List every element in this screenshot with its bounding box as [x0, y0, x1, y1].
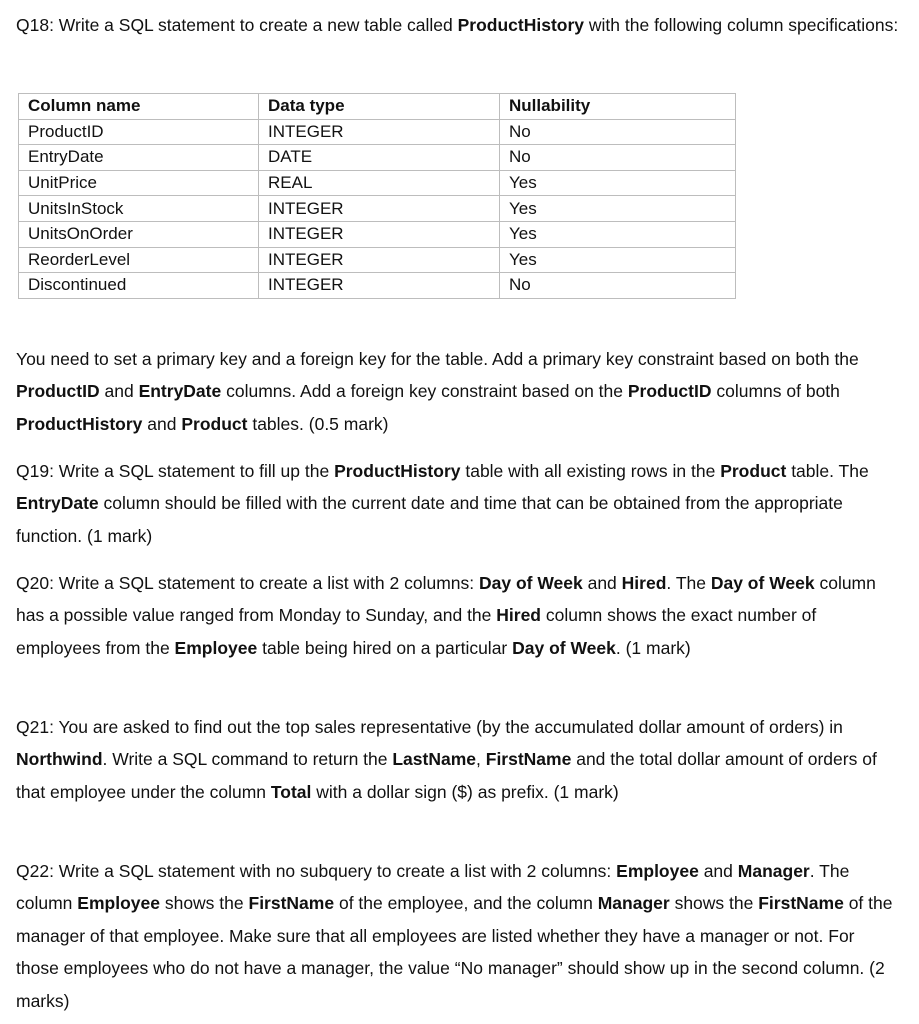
table-row: [19, 119, 736, 145]
cell-column-name: ReorderLevel: [19, 247, 259, 273]
table-row: [19, 273, 736, 299]
cell-data-type: INTEGER: [259, 119, 500, 145]
table-row: [19, 170, 736, 196]
cell-nullability: No: [500, 273, 736, 299]
cell-column-name: ProductID: [19, 119, 259, 145]
column-spec-table: [18, 93, 736, 299]
cell-data-type: INTEGER: [259, 247, 500, 273]
cell-nullability: Yes: [500, 221, 736, 247]
cell-data-type: INTEGER: [259, 196, 500, 222]
q19-paragraph: Q19: Write a SQL statement to fill up the ProductHistory table with all existing rows in the Product table. The EntryDate column should be filled with the current date and time that can be obtained from the appropriate function. (1 mark): [16, 461, 869, 546]
cell-data-type: INTEGER: [259, 273, 500, 299]
table-row: [19, 247, 736, 273]
cell-nullability: Yes: [500, 170, 736, 196]
q21-paragraph: Q21: You are asked to find out the top sales representative (by the accumulated dollar amount of orders) in Northwind. Write a SQL command to return the LastName, FirstName and the total dollar amount of orders of that employee under the column Total with a dollar sign ($) as prefix. (1 mark): [16, 717, 877, 802]
cell-nullability: Yes: [500, 196, 736, 222]
header-data-type: Data type: [259, 94, 500, 120]
q22-paragraph: Q22: Write a SQL statement with no subquery to create a list with 2 columns: Employee and Manager. The column Employee shows the FirstName of the employee, and the column Manager shows the FirstName of the manager of that employee. Make sure that all employees are listed whether they have a manager or not. For those employees who do not have a manager, the value “No manager” should show up in the second column. (2 marks): [16, 861, 893, 1011]
cell-nullability: No: [500, 119, 736, 145]
q18-followup: You need to set a primary key and a foreign key for the table. Add a primary key constraint based on both the ProductID and EntryDate columns. Add a foreign key constraint based on the ProductID columns of both ProductHistory and Product tables. (0.5 mark): [16, 349, 859, 434]
cell-column-name: EntryDate: [19, 145, 259, 171]
cell-data-type: REAL: [259, 170, 500, 196]
cell-nullability: No: [500, 145, 736, 171]
q18-intro: Q18: Write a SQL statement to create a new table called ProductHistory with the following column specifications:: [16, 15, 899, 35]
cell-column-name: UnitPrice: [19, 170, 259, 196]
table-row: [19, 221, 736, 247]
q20-paragraph: Q20: Write a SQL statement to create a list with 2 columns: Day of Week and Hired. The Day of Week column has a possible value ranged from Monday to Sunday, and the Hired column shows the exact number of employees from the Employee table being hired on a particular Day of Week. (1 mark): [16, 573, 876, 658]
cell-data-type: INTEGER: [259, 221, 500, 247]
cell-data-type: DATE: [259, 145, 500, 171]
cell-column-name: Discontinued: [19, 273, 259, 299]
header-nullability: Nullability: [500, 94, 736, 120]
table-header-row: [19, 94, 736, 120]
table-row: [19, 196, 736, 222]
table-row: [19, 145, 736, 171]
cell-column-name: UnitsOnOrder: [19, 221, 259, 247]
cell-column-name: UnitsInStock: [19, 196, 259, 222]
cell-nullability: Yes: [500, 247, 736, 273]
header-column-name: Column name: [19, 94, 259, 120]
